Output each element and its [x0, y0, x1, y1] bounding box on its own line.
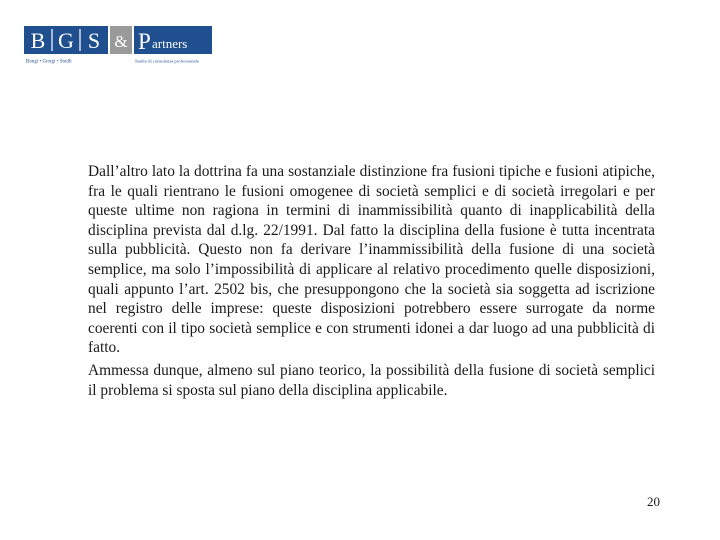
logo-letter-s: S — [87, 28, 101, 53]
paragraph: Ammessa dunque, almeno sul piano teorico, la possibilità della fusione di società semplici il problema si sposta sul piano della disciplina applicabile. — [88, 361, 655, 399]
paragraph: Dall’altro lato la dottrina fa una sostanziale distinzione fra fusioni tipiche e fusioni atipiche, fra le quali rientrano le fusioni omogenee di società semplici e di società irregolari e per queste ultime non ragiona in termini di inammissibilità quanto di inapplicabilità della disciplina prevista dal d.lg. 22/1991. Dal fatto la disciplina della fusione è tutta incentrata sulla pubblicità. Questo non fa derivare l’inammissibilità della fusione di una società semplice, ma solo l’impossibilità di applicare al relativo procedimento quelle disposizioni, quali appunto l’art. 2502 bis, che presuppongono che la società sia soggetta ad iscrizione nel registro delle imprese: queste disposizioni potrebbero essere surrogate da norme coerenti con il tipo società semplice e con strumenti idonei a dar luogo ad una pubblicità di fatto. — [88, 163, 655, 357]
logo-partners-initial: P — [138, 29, 151, 54]
company-logo — [24, 26, 220, 66]
logo-partners-rest: artners — [152, 36, 188, 51]
logo-letter-b: B — [30, 28, 46, 53]
body-text — [88, 162, 655, 400]
logo-tagline-right: Studio di consulenza professionale — [135, 58, 199, 64]
logo-ampersand: & — [114, 32, 128, 51]
page-number: 20 — [647, 494, 660, 509]
logo-graphic — [24, 26, 220, 66]
logo-letter-g: G — [58, 28, 74, 53]
logo-tagline-left: Bongi • Giorgi • Studli — [26, 59, 72, 65]
